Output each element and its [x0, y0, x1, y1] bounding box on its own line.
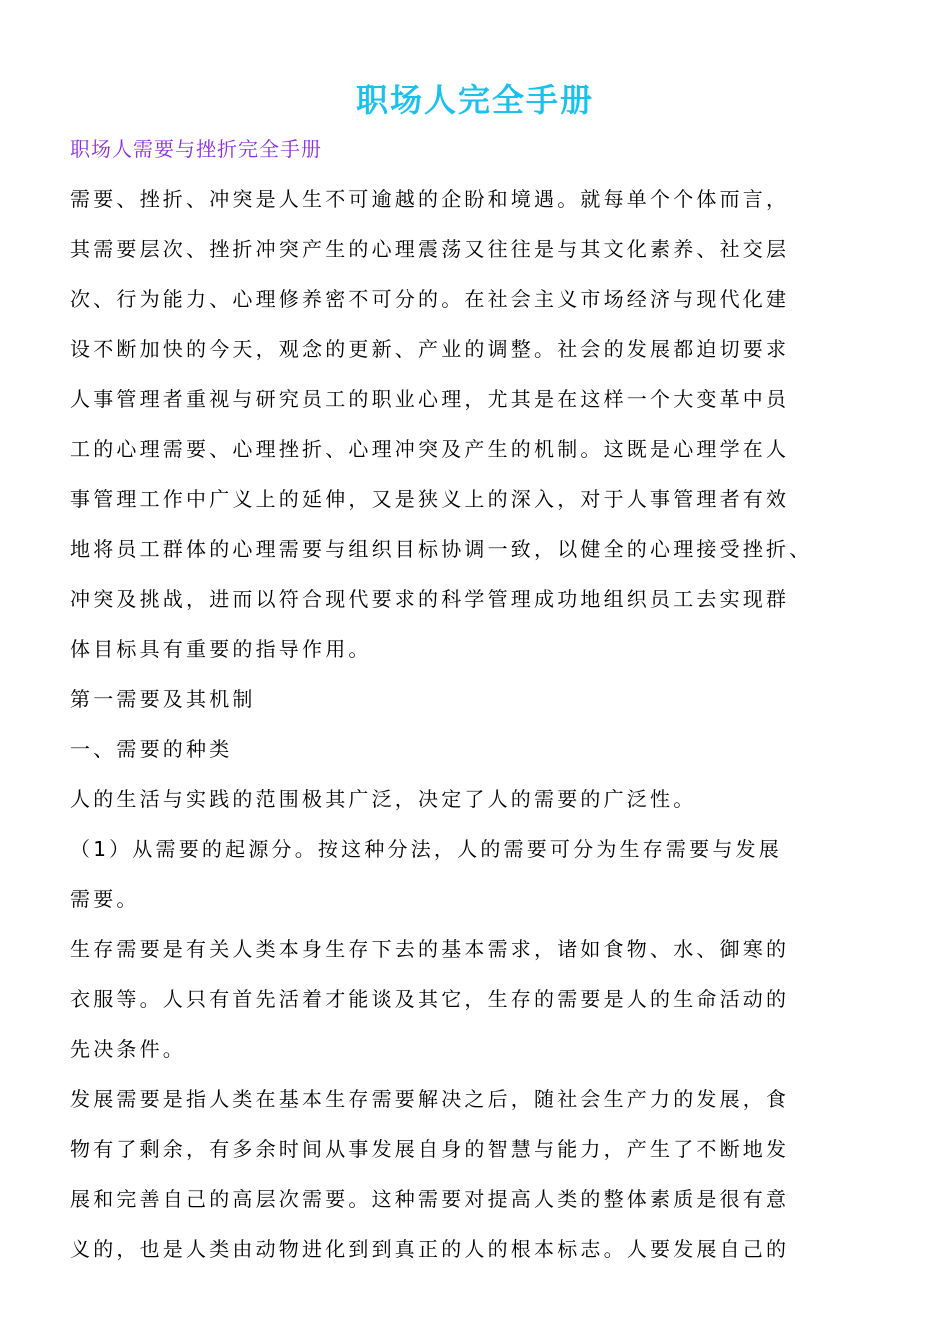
- body-line: （1）从需要的起源分。按这种分法，人的需要可分为生存需要与发展: [70, 837, 782, 861]
- document-subtitle: 职场人需要与挫折完全手册: [70, 137, 322, 161]
- section-heading: 第一需要及其机制: [70, 687, 256, 711]
- body-line: 人事管理者重视与研究员工的职业心理，尤其是在这样一个大变革中员: [70, 387, 790, 411]
- body-line: 衣服等。人只有首先活着才能谈及其它，生存的需要是人的生命活动的: [70, 987, 790, 1011]
- body-line: 义的，也是人类由动物进化到到真正的人的根本标志。人要发展自己的: [70, 1237, 790, 1261]
- body-line: 物有了剩余，有多余时间从事发展自身的智慧与能力，产生了不断地发: [70, 1137, 790, 1161]
- document-body: [70, 184, 882, 1284]
- body-line: 冲突及挑战，进而以符合现代要求的科学管理成功地组织员工去实现群: [70, 587, 790, 611]
- body-line: 需要、挫折、冲突是人生不可逾越的企盼和境遇。就每单个个体而言，: [70, 187, 790, 211]
- body-line: 设不断加快的今天，观念的更新、产业的调整。社会的发展都迫切要求: [70, 337, 790, 361]
- document-title: 职场人完全手册: [355, 81, 594, 119]
- body-line: 事管理工作中广义上的延伸，又是狭义上的深入，对于人事管理者有效: [70, 487, 790, 511]
- body-line: 其需要层次、挫折冲突产生的心理震荡又往往是与其文化素养、社交层: [70, 237, 790, 261]
- body-line: 次、行为能力、心理修养密不可分的。在社会主义市场经济与现代化建: [70, 287, 790, 311]
- body-line: 体目标具有重要的指导作用。: [70, 637, 372, 661]
- body-line: 地将员工群体的心理需要与组织目标协调一致，以健全的心理接受挫折、: [70, 537, 813, 561]
- body-line: 人的生活与实践的范围极其广泛，决定了人的需要的广泛性。: [70, 787, 697, 811]
- body-line: 展和完善自己的高层次需要。这种需要对提高人类的整体素质是很有意: [70, 1187, 790, 1211]
- body-line: 发展需要是指人类在基本生存需要解决之后，随社会生产力的发展，食: [70, 1087, 790, 1111]
- body-line: 先决条件。: [70, 1037, 186, 1061]
- subsection-heading: 一、需要的种类: [70, 737, 233, 761]
- body-line: 工的心理需要、心理挫折、心理冲突及产生的机制。这既是心理学在人: [70, 437, 790, 461]
- body-line: 需要。: [70, 887, 140, 911]
- body-line: 生存需要是有关人类本身生存下去的基本需求，诸如食物、水、御寒的: [70, 937, 790, 961]
